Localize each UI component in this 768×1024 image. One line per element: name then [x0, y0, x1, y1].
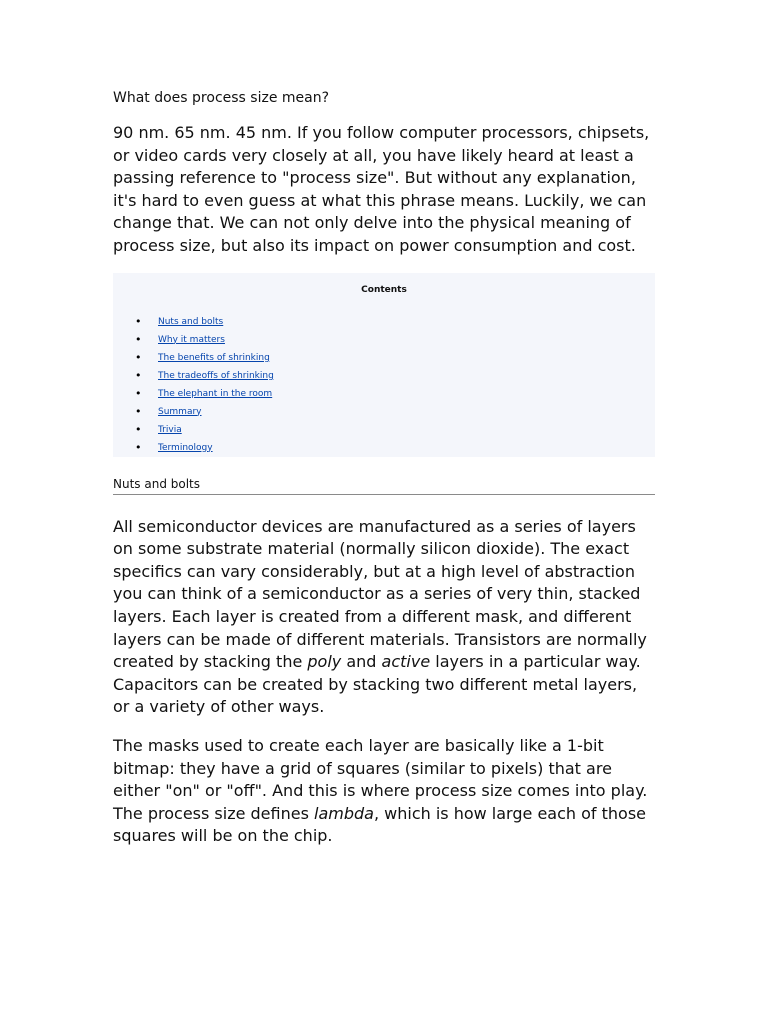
toc-item	[135, 367, 274, 385]
toc-item	[135, 421, 274, 439]
term-active: active	[381, 652, 431, 672]
term-lambda: lambda	[314, 803, 374, 823]
paragraph-text: All semiconductor devices are manufactured as a series of layers on some substrate material (normally silicon dioxide). The exact specifics can vary considerably, but at a high level of abstraction you can think of a semiconductor as a series of very thin, stacked layers. Each layer is created from a different mask, and different layers can be made of different materials. Transistors are normally created by stacking the	[113, 516, 647, 672]
term-poly: poly	[307, 652, 342, 672]
paragraph-text: The masks used to create each layer are basically like a 1-bit bitmap: they have a grid of squares (similar to pixels) that are either "on" or "off". And this is where process size comes into play. The process size defines	[113, 735, 648, 823]
toc-title: Contents	[361, 284, 407, 295]
toc-link-tradeoffs-of-shrinking[interactable]: The tradeoffs of shrinking	[158, 370, 274, 381]
bullet-icon: •	[135, 440, 142, 454]
bullet-icon: •	[135, 350, 142, 364]
toc-link-elephant-in-the-room[interactable]: The elephant in the room	[158, 388, 273, 399]
toc-link-terminology[interactable]: Terminology	[158, 442, 213, 453]
paragraph-text: and	[341, 652, 382, 672]
toc-item	[135, 439, 274, 457]
bullet-icon: •	[135, 332, 142, 346]
table-of-contents	[113, 273, 655, 457]
section-paragraph-1	[113, 516, 655, 719]
bullet-icon: •	[135, 368, 142, 382]
intro-paragraph: 90 nm. 65 nm. 45 nm. If you follow computer processors, chipsets, or video cards very closely at all, you have likely heard at least a passing reference to "process size". But without any explanation, it's hard to even guess at what this phrase means. Luckily, we can change that. We can not only delve into the physical meaning of process size, but also its impact on power consumption and cost.	[113, 123, 650, 255]
bullet-icon: •	[135, 404, 142, 418]
toc-link-why-it-matters[interactable]: Why it matters	[158, 334, 225, 345]
document-page	[113, 88, 655, 848]
toc-item	[135, 403, 274, 421]
toc-link-summary[interactable]: Summary	[158, 406, 202, 417]
toc-item	[135, 331, 274, 349]
toc-item	[135, 313, 274, 331]
paragraph-text: , which is how large each of those squares will be on the chip.	[113, 803, 646, 846]
section-paragraph-2	[113, 735, 655, 848]
toc-item	[135, 385, 274, 403]
toc-item	[135, 349, 274, 367]
toc-link-nuts-and-bolts[interactable]: Nuts and bolts	[158, 316, 224, 327]
paragraph-text: layers in a particular way. Capacitors can be created by stacking two different metal layers, or a variety of other ways.	[113, 652, 641, 717]
document-title: What does process size mean?	[113, 90, 330, 106]
toc-link-trivia[interactable]: Trivia	[158, 424, 182, 435]
section-heading-nuts-and-bolts: Nuts and bolts	[113, 476, 655, 495]
toc-list	[135, 313, 274, 457]
bullet-icon: •	[135, 386, 142, 400]
bullet-icon: •	[135, 314, 142, 328]
bullet-icon: •	[135, 422, 142, 436]
toc-link-benefits-of-shrinking[interactable]: The benefits of shrinking	[158, 352, 270, 363]
